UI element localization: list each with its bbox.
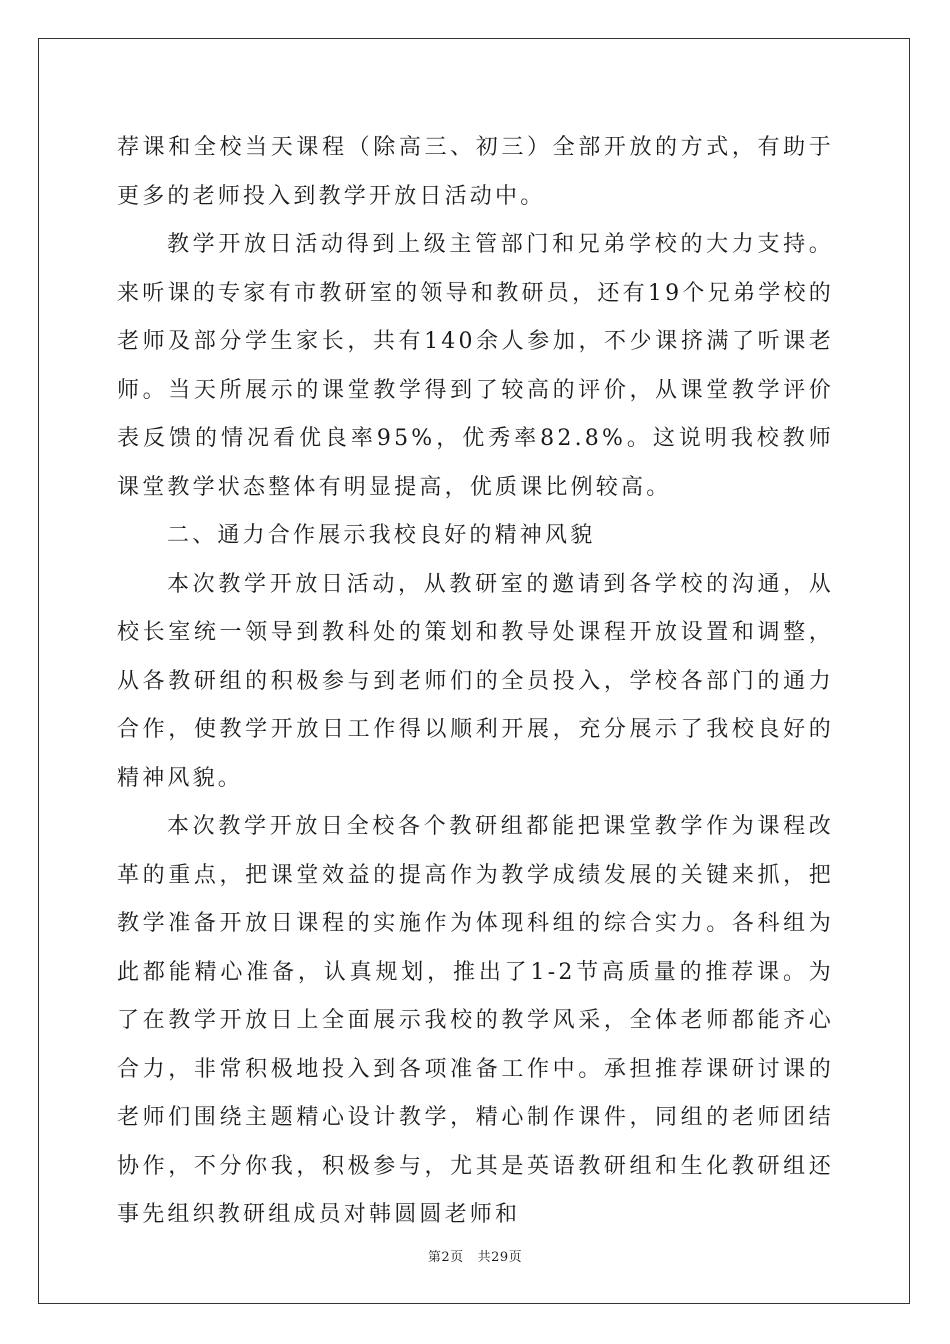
page-total: 共29页 — [477, 1250, 523, 1265]
page-number: 第2页 — [427, 1250, 464, 1265]
paragraph: 本次教学开放日活动，从教研室的邀请到各学校的沟通，从校长室统一领导到教科处的策划和教导处课程开放设置和调整，从各教研组的积极参与到老师们的全员投入，学校各部门的通力合作，使教学开放日工作得以顺利开展，充分展示了我校良好的精神风貌。 — [117, 571, 834, 791]
paragraph: 荐课和全校当天课程（除高三、初三）全部开放的方式，有助于更多的老师投入到教学开放日活动中。 — [117, 135, 834, 209]
page-footer — [0, 1246, 950, 1265]
paragraph: 教学开放日活动得到上级主管部门和兄弟学校的大力支持。来听课的专家有市教研室的领导和教研员，还有19个兄弟学校的老师及部分学生家长，共有140余人参加，不少课挤满了听课老师。当天所展示的课堂教学得到了较高的评价，从课堂教学评价表反馈的情况看优良率95%，优秀率82.8%。这说明我校教师课堂教学状态整体有明显提高，优质课比例较高。 — [117, 232, 834, 500]
section-heading: 二、通力合作展示我校良好的精神风貌 — [167, 523, 596, 548]
document-body — [117, 124, 834, 1240]
paragraph: 本次教学开放日全校各个教研组都能把课堂教学作为课程改革的重点，把课堂效益的提高作为教学成绩发展的关键来抓，把教学准备开放日课程的实施作为体现科组的综合实力。各科组为此都能精心准备，认真规划，推出了1-2节高质量的推荐课。为了在教学开放日上全面展示我校的教学风采，全体老师都能齐心合力，非常积极地投入到各项准备工作中。承担推荐课研讨课的老师们围绕主题精心设计教学，精心制作课件，同组的老师团结协作，不分你我，积极参与，尤其是英语教研组和生化教研组还事先组织教研组成员对韩圆圆老师和 — [117, 814, 834, 1227]
